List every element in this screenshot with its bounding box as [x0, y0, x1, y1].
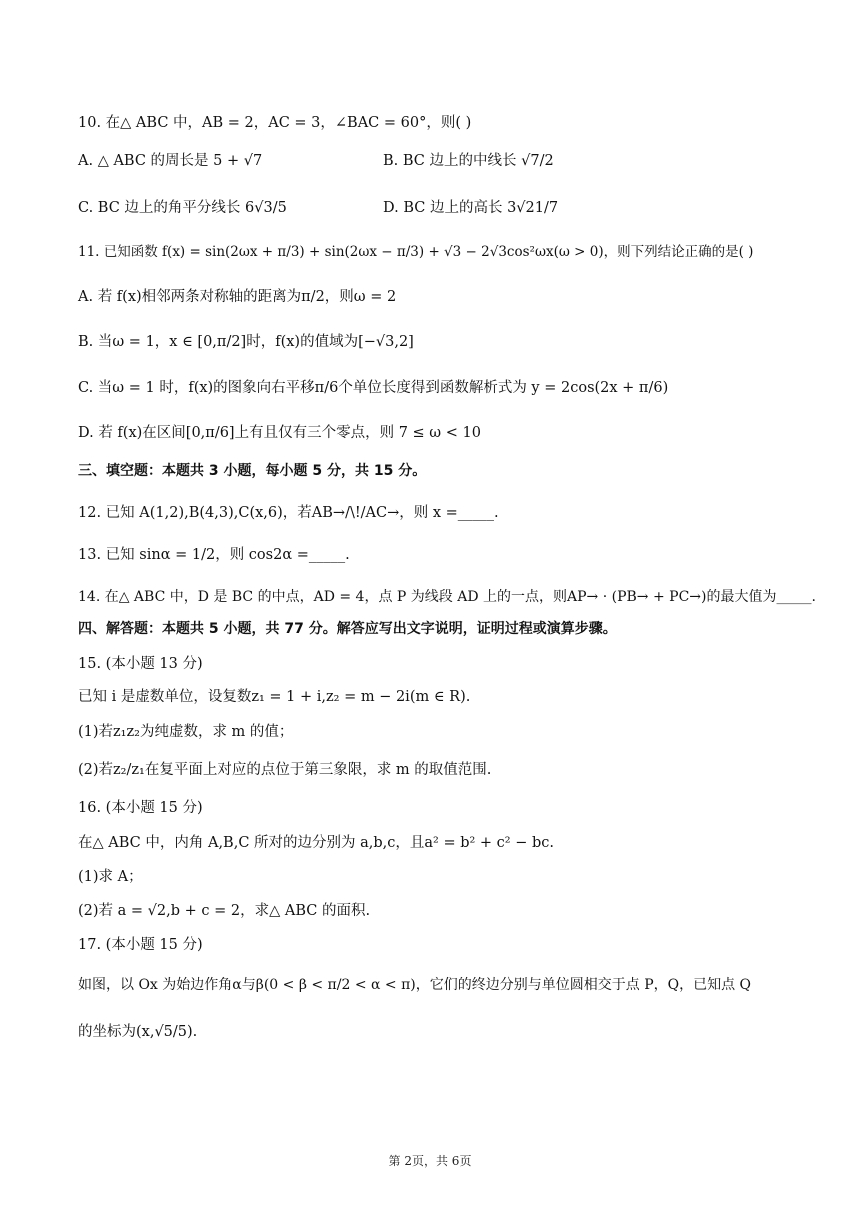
- q11-option-d: D. 若 f(x)在区间[0,π/6]上有且仅有三个零点，则 7 ≤ ω < 10: [78, 425, 481, 441]
- q15-line-3: (2)若z₂/z₁在复平面上对应的点位于第三象限，求 m 的取值范围.: [78, 762, 492, 778]
- q17-line-2: 的坐标为(x,√5/5).: [78, 1024, 198, 1040]
- q17-line-1: 如图，以 Ox 为始边作角α与β(0 < β < π/2 < α < π)，它们的终边分别与单位圆相交于点 P，Q，已知点 Q: [78, 977, 752, 993]
- q10-option-a: A. △ ABC 的周长是 5 + √7: [78, 153, 263, 169]
- q12: 12. 已知 A(1,2),B(4,3),C(x,6)，若AB→/\!/AC→，则 x =_____.: [78, 505, 499, 521]
- q10-stem: 10. 在△ ABC 中，AB = 2，AC = 3，∠BAC = 60°，则( ): [78, 115, 472, 131]
- q15-title: 15. (本小题 13 分): [78, 656, 203, 672]
- q16-title: 16. (本小题 15 分): [78, 800, 203, 816]
- q13: 13. 已知 sinα = 1/2，则 cos2α =_____.: [78, 547, 350, 563]
- q10-option-b: B. BC 边上的中线长 √7/2: [383, 153, 554, 169]
- section-3-heading: 三、填空题：本题共 3 小题，每小题 5 分，共 15 分。: [78, 463, 427, 479]
- section-4-heading: 四、解答题：本题共 5 小题，共 77 分。解答应写出文字说明，证明过程或演算步骤。: [78, 621, 617, 637]
- q14: 14. 在△ ABC 中，D 是 BC 的中点，AD = 4，点 P 为线段 AD 上的一点，则AP→ · (PB→ + PC→)的最大值为_____.: [78, 589, 816, 605]
- q15-line-2: (1)若z₁z₂为纯虚数，求 m 的值；: [78, 724, 294, 740]
- q16-line-2: (1)求 A；: [78, 869, 143, 885]
- q10-option-d: D. BC 边上的高长 3√21/7: [383, 200, 559, 216]
- q11-option-b: B. 当ω = 1，x ∈ [0,π/2]时，f(x)的值域为[−√3,2]: [78, 334, 414, 350]
- q17-title: 17. (本小题 15 分): [78, 937, 203, 953]
- q10-option-c: C. BC 边上的角平分线长 6√3/5: [78, 200, 287, 216]
- q11-stem: 11. 已知函数 f(x) = sin(2ωx + π/3) + sin(2ωx − π/3) + √3 − 2√3cos²ωx(ω > 0)，则下列结论正确的是( ): [78, 244, 754, 260]
- q16-line-1: 在△ ABC 中，内角 A,B,C 所对的边分别为 a,b,c，且a² = b² + c² − bc.: [78, 835, 554, 851]
- q15-line-1: 已知 i 是虚数单位，设复数z₁ = 1 + i,z₂ = m − 2i(m ∈ R).: [78, 689, 471, 705]
- page-footer: 第 2页，共 6页: [388, 1154, 472, 1168]
- q11-option-a: A. 若 f(x)相邻两条对称轴的距离为π/2，则ω = 2: [78, 289, 397, 305]
- q11-option-c: C. 当ω = 1 时，f(x)的图象向右平移π/6个单位长度得到函数解析式为 y = 2cos(2x + π/6): [78, 380, 669, 396]
- q16-line-3: (2)若 a = √2,b + c = 2，求△ ABC 的面积.: [78, 903, 371, 919]
